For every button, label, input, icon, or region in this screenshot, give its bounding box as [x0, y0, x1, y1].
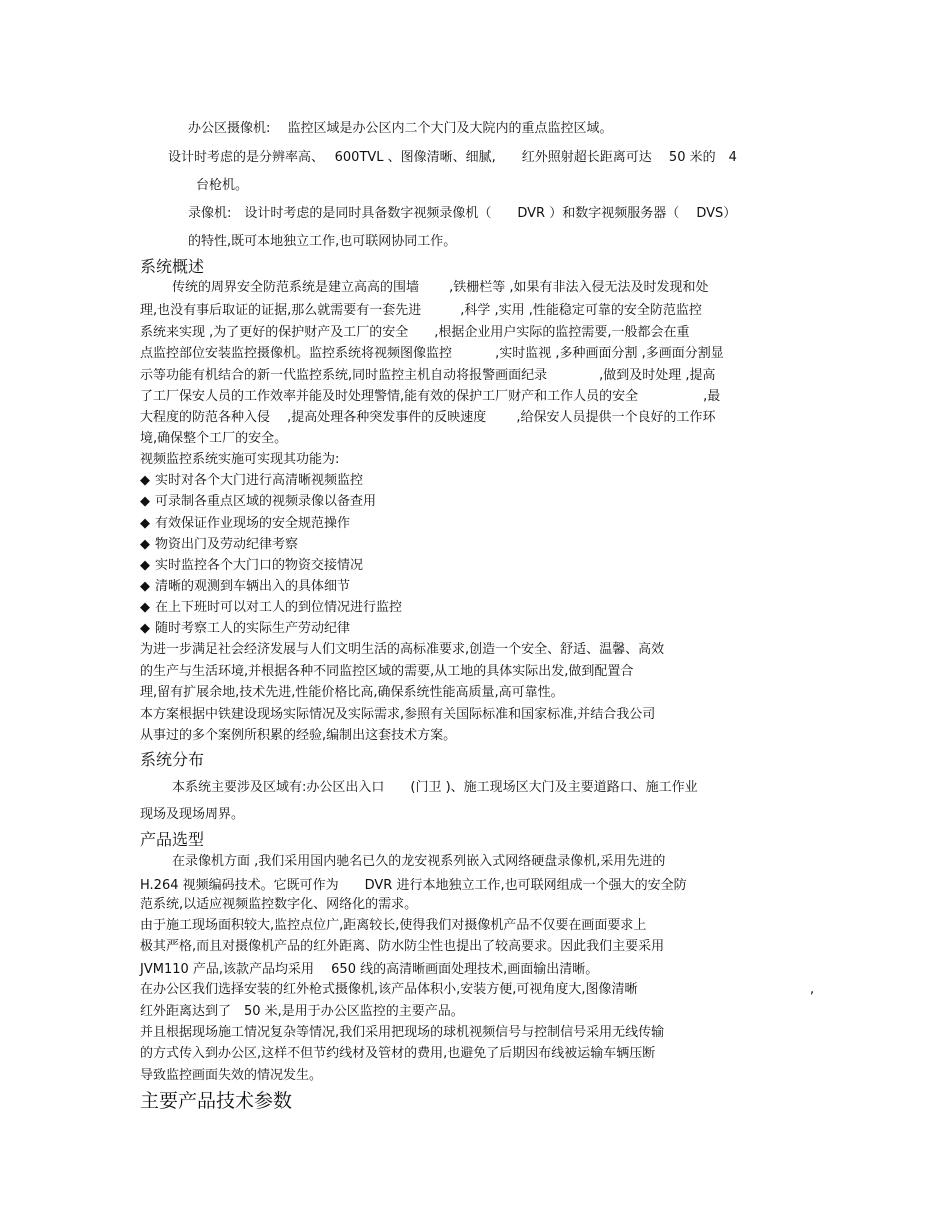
selection-line: JVM110 产品,该款产品均采用 650 线的高清晰画面处理技术,画面输出清晰。 [140, 962, 599, 977]
diamond-bullet-icon: ◆ [140, 516, 150, 531]
paragraph-line: 的生产与生活环境,并根据各种不同监控区域的需要,从工地的具体实际出发,做到配置合 [140, 664, 634, 679]
distribution-line: 本系统主要涉及区域有:办公区出入口 (门卫 )、施工现场区大门及主要道路口、施工作业 [172, 780, 698, 795]
diamond-bullet-icon: ◆ [140, 494, 150, 509]
selection-line: 极其严格,而且对摄像机产品的红外距离、防水防尘性也提出了较高要求。因此我们主要采用 [140, 939, 665, 954]
diamond-bullet-icon: ◆ [140, 537, 150, 552]
section-title-selection: 产品选型 [140, 830, 205, 849]
function-bullet: ◆ 在上下班时可以对工人的到位情况进行监控 [140, 600, 403, 615]
selection-line: 红外距离达到了 50 米,是用于办公区监控的主要产品。 [140, 1004, 464, 1019]
recorder-line-2: 的特性,既可本地独立工作,也可联网协同工作。 [188, 234, 457, 249]
recorder-line-1: 录像机: 设计时考虑的是同时具备数字视频录像机（ DVR ）和数字视频服务器（ DVS） [188, 206, 737, 221]
overview-line: 了工厂保安人员的工作效率并能及时处理警情,能有效的保护工厂财产和工作人员的安全 ,最 [140, 389, 721, 404]
selection-line: 导致监控画面失效的情况发生。 [140, 1068, 323, 1083]
overview-line: 示等功能有机结合的新一代监控系统,同时监控主机自动将报警画面纪录 ,做到及时处理 ,提高 [140, 368, 716, 383]
overview-line: 点监控部位安装监控摄像机。监控系统将视频图像监控 ,实时监视 ,多种画面分割 ,多画面分割显 [140, 346, 724, 361]
design-line-1: 设计时考虑的是分辨率高、 600TVL 、图像清晰、细腻, 红外照射超长距离可达 50 米的 4 [168, 150, 737, 165]
selection-line: 由于施工现场面积较大,监控点位广,距离较长,使得我们对摄像机产品不仅要在画面要求上 [140, 918, 647, 933]
diamond-bullet-icon: ◆ [140, 600, 150, 615]
selection-line: 并且根据现场施工情况复杂等情况,我们采用把现场的球机视频信号与控制信号采用无线传输 [140, 1025, 665, 1040]
function-bullet: ◆ 清晰的观测到车辆出入的具体细节 [140, 579, 351, 594]
diamond-bullet-icon: ◆ [140, 621, 150, 636]
selection-line: 在录像机方面 ,我们采用国内驰名已久的龙安视系列嵌入式网络硬盘录像机,采用先进的 [172, 854, 666, 869]
office-camera-line: 办公区摄像机: 监控区域是办公区内二个大门及大院内的重点监控区域。 [188, 121, 613, 136]
selection-line: 在办公区我们选择安装的红外枪式摄像机,该产品体积小,安装方便,可视角度大,图像清晰 [140, 982, 638, 997]
function-bullet: ◆ 物资出门及劳动纪律考察 [140, 537, 299, 552]
section-title-distribution: 系统分布 [140, 750, 205, 769]
design-line-2: 台枪机。 [196, 178, 249, 193]
overview-line: 境,确保整个工厂的安全。 [140, 431, 288, 446]
function-bullet: ◆ 随时考察工人的实际生产劳动纪律 [140, 621, 351, 636]
paragraph-line: 理,留有扩展余地,技术先进,性能价格比高,确保系统性能高质量,高可靠性。 [140, 685, 564, 700]
selection-line: 范系统,以适应视频监控数字化、网络化的需求。 [140, 897, 418, 912]
section-title-params: 主要产品技术参数 [140, 1090, 293, 1112]
stray-comma: , [810, 982, 815, 997]
overview-line: 理,也没有事后取证的证据,那么就需要有一套先进 ,科学 ,实用 ,性能稳定可靠的安全防范监控 [140, 303, 702, 318]
paragraph-line: 为进一步满足社会经济发展与人们文明生活的高标准要求,创造一个安全、舒适、温馨、高效 [140, 642, 665, 657]
paragraph-line: 从事过的多个案例所积累的经验,编制出这套技术方案。 [140, 728, 457, 743]
selection-line: H.264 视频编码技术。它既可作为 DVR 进行本地独立工作,也可联网组成一个强大的安全防 [140, 878, 687, 893]
function-bullet: ◆ 实时监控各个大门口的物资交接情况 [140, 558, 364, 573]
overview-line: 传统的周界安全防范系统是建立高高的围墙 ,铁栅栏等 ,如果有非法入侵无法及时发现和处 [172, 280, 709, 295]
overview-line: 大程度的防范各种入侵 ,提高处理各种突发事件的反映速度 ,给保安人员提供一个良好的工作环 [140, 410, 716, 425]
functions-intro: 视频监控系统实施可实现其功能为: [140, 452, 340, 467]
diamond-bullet-icon: ◆ [140, 473, 150, 488]
function-bullet: ◆ 实时对各个大门进行高清晰视频监控 [140, 473, 364, 488]
section-title-overview: 系统概述 [140, 257, 205, 276]
function-bullet: ◆ 可录制各重点区域的视频录像以备查用 [140, 494, 377, 509]
overview-line: 系统来实现 ,为了更好的保护财产及工厂的安全 ,根据企业用户实际的监控需要,一般都会在重 [140, 325, 690, 340]
diamond-bullet-icon: ◆ [140, 558, 150, 573]
function-bullet: ◆ 有效保证作业现场的安全规范操作 [140, 516, 351, 531]
selection-line: 的方式传入到办公区,这样不但节约线材及管材的费用,也避免了后期因布线被运输车辆压断 [140, 1046, 656, 1061]
diamond-bullet-icon: ◆ [140, 579, 150, 594]
paragraph-line: 本方案根据中铁建设现场实际情况及实际需求,参照有关国际标准和国家标准,并结合我公司 [140, 707, 656, 722]
distribution-line: 现场及现场周界。 [140, 807, 245, 822]
